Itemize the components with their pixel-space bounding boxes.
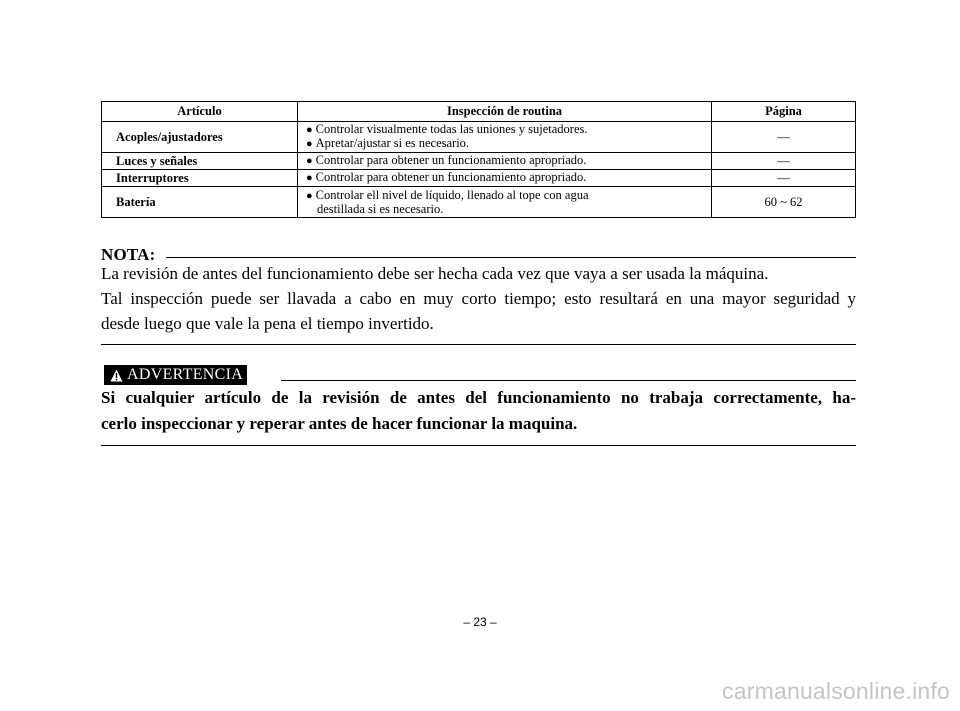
- nota-heading-rule: [166, 257, 856, 258]
- row-inspection: [298, 187, 712, 218]
- bullet-icon: ●: [306, 124, 313, 136]
- watermark: carmanualsonline.info: [722, 678, 950, 704]
- column-header-item: Artículo: [102, 102, 298, 122]
- table-header-row: [102, 102, 856, 122]
- inspection-text: Controlar para obtener un funcionamiento apropriado.: [315, 170, 587, 184]
- warning-triangle-icon: [110, 369, 123, 382]
- table-row: [102, 170, 856, 187]
- inspection-table: [101, 101, 856, 218]
- nota-text-line: La revisión de antes del funcionamiento debe ser hecha cada vez que vaya a ser usada la máquina.: [101, 264, 769, 283]
- inspection-text: Controlar para obtener un funcionamiento apropriado.: [315, 153, 587, 167]
- warning-label: ADVERTENCIA: [127, 366, 244, 383]
- bullet-icon: ●: [306, 155, 313, 167]
- column-header-page: Página: [712, 102, 856, 122]
- row-item-label: Luces y señales: [102, 153, 298, 170]
- table-row: [102, 187, 856, 218]
- warning-text-line: cerlo inspeccionar y reperar antes de hacer funcionar la maquina.: [101, 414, 578, 433]
- row-item-label: Acoples/ajustadores: [102, 122, 298, 153]
- inspection-text: Controlar visualmente todas las uniones y sujetadores.: [315, 122, 588, 136]
- row-page: 60 ~ 62: [712, 187, 856, 218]
- nota-heading: NOTA:: [101, 245, 156, 264]
- warning-text-line: Si cualquier artículo de la revisión de antes del funcionamiento no trabaja correctamente, ha-: [101, 388, 856, 407]
- row-inspection: [298, 170, 712, 187]
- column-header-inspection: Inspección de routina: [298, 102, 712, 122]
- row-inspection: [298, 122, 712, 153]
- row-page: —: [712, 122, 856, 153]
- row-page: —: [712, 170, 856, 187]
- row-inspection: [298, 153, 712, 170]
- warning-heading-rule: [281, 380, 856, 381]
- page-number: – 23 –: [463, 615, 497, 629]
- warning-badge: [104, 365, 247, 385]
- section-divider: [101, 344, 856, 345]
- table-row: [102, 153, 856, 170]
- row-page: —: [712, 153, 856, 170]
- table-row: [102, 122, 856, 153]
- inspection-text: destillada si es necesario.: [317, 201, 444, 216]
- inspection-text: Controlar ell nivel de líquido, llenado al tope con agua: [315, 187, 589, 202]
- bullet-icon: ●: [306, 172, 313, 184]
- inspection-text: Apretar/ajustar si es necesario.: [315, 136, 470, 150]
- bullet-icon: ●: [306, 189, 313, 202]
- nota-text-line: desde luego que vale la pena el tiempo invertido.: [101, 314, 434, 333]
- row-item-label: Interruptores: [102, 170, 298, 187]
- bullet-icon: ●: [306, 138, 313, 150]
- nota-text-line: Tal inspección puede ser llavada a cabo en muy corto tiempo; esto resultará en una mayor seguridad y: [101, 289, 856, 308]
- section-divider: [101, 445, 856, 446]
- row-item-label: Batería: [102, 187, 298, 218]
